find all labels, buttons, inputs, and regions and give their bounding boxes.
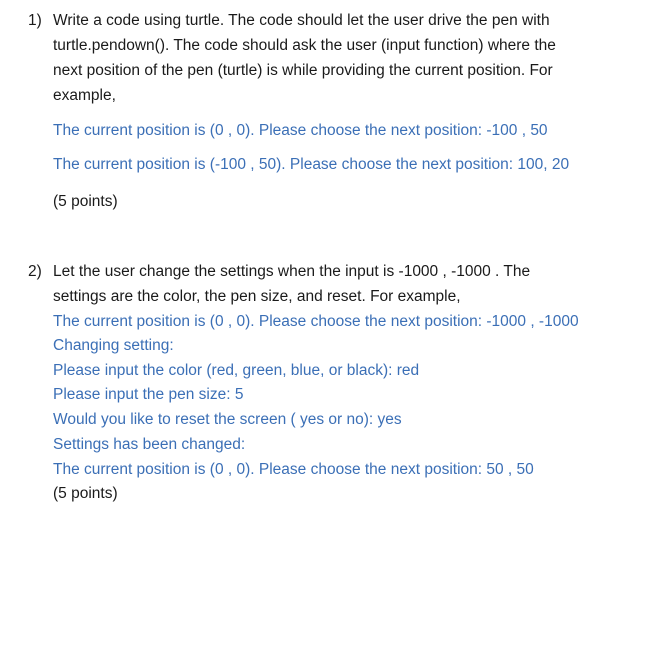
question-2-example-line: The current position is (0 , 0). Please choose the next position: 50 , 50 — [53, 461, 534, 478]
question-2-example-line: Settings has been changed: — [53, 436, 246, 453]
question-1-text-line: Write a code using turtle. The code should let the user drive the pen with — [53, 12, 550, 29]
question-2-example-line: Would you like to reset the screen ( yes or no): yes — [53, 411, 402, 428]
question-1-points: (5 points) — [53, 193, 118, 210]
question-2-number: 2) — [28, 263, 42, 280]
question-1-text-line: example, — [53, 87, 116, 104]
question-1-text-line: turtle.pendown(). The code should ask the user (input function) where the — [53, 37, 556, 54]
question-2-example-line: Please input the pen size: 5 — [53, 386, 244, 403]
question-2-example-line: Changing setting: — [53, 337, 174, 354]
question-2-text-line: settings are the color, the pen size, and reset. For example, — [53, 288, 461, 305]
question-1-example-line: The current position is (-100 , 50). Please choose the next position: 100, 20 — [53, 156, 570, 173]
question-1-number: 1) — [28, 12, 42, 29]
question-2-example-line: The current position is (0 , 0). Please choose the next position: -1000 , -1000 — [53, 313, 579, 330]
question-2-example-line: Please input the color (red, green, blue, or black): red — [53, 362, 420, 379]
question-1-example-line: The current position is (0 , 0). Please choose the next position: -100 , 50 — [53, 122, 548, 139]
question-2-text-line: Let the user change the settings when the input is -1000 , -1000 . The — [53, 263, 531, 280]
question-2-points: (5 points) — [53, 485, 118, 502]
question-1-text-line: next position of the pen (turtle) is while providing the current position. For — [53, 62, 553, 79]
